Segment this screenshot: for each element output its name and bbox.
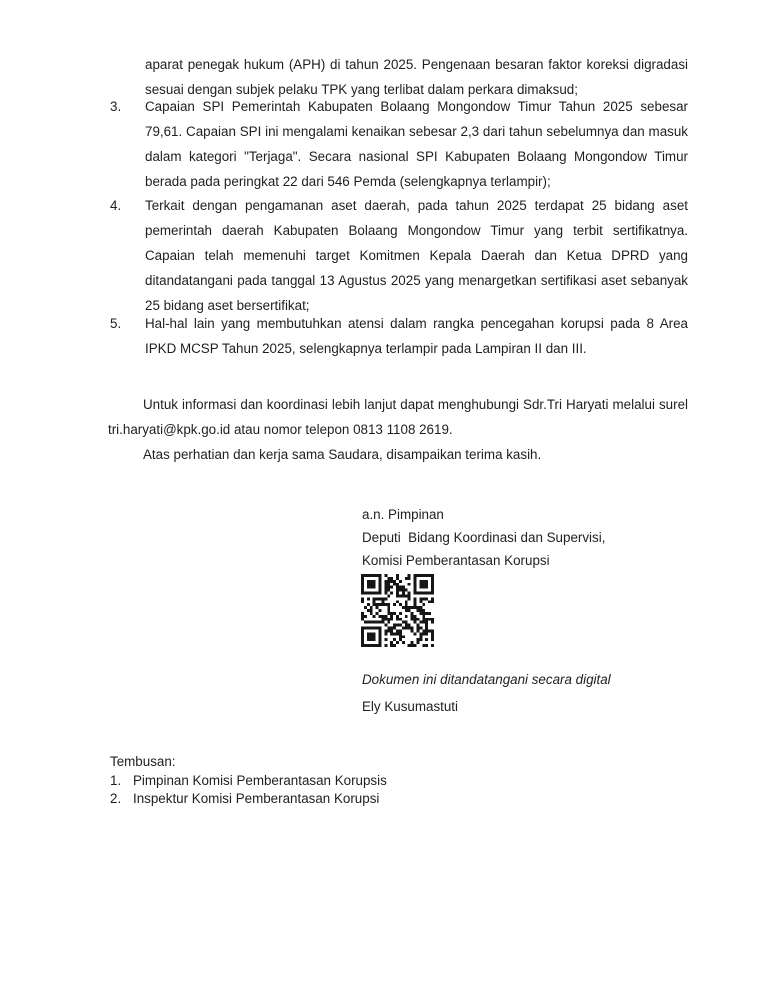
numbered-item-5 <box>110 311 688 361</box>
tembusan-title: Tembusan: <box>110 754 176 769</box>
tembusan-item-text: Inspektur Komisi Pemberantasan Korupsi <box>133 791 380 806</box>
qr-code-icon <box>361 574 434 647</box>
tembusan-item-number: 1. <box>110 772 122 788</box>
tembusan-item <box>110 790 530 809</box>
item-text: Capaian SPI Pemerintah Kabupaten Bolaang Mongondow Timur Tahun 2025 sebesar 79,61. Capaian SPI ini mengalami kenaikan sebesar 2,3 dari tahun sebelumnya dan masuk dalam kategori "Terjaga". Secara nasional SPI Kabupaten Bolaang Mongondow Timur berada pada peringkat 22 dari 546 Pemda (selengkapnya terlampir); <box>145 99 688 189</box>
tembusan-item-number: 2. <box>110 791 122 806</box>
numbered-item-3 <box>110 94 688 194</box>
numbered-item-4 <box>110 193 688 318</box>
signature-block <box>362 503 692 572</box>
digital-signature-note: Dokumen ini ditandatangani secara digital <box>362 672 611 688</box>
signature-institution: Komisi Pemberantasan Korupsi <box>362 553 550 568</box>
item-number: 5. <box>110 316 122 331</box>
signer-name: Ely Kusumastuti <box>362 699 459 715</box>
item-text: Terkait dengan pengamanan aset daerah, pada tahun 2025 terdapat 25 bidang aset pemerintah daerah Kabupaten Bolaang Mongondow Timur yang terbit sertifikatnya. Capaian telah memenuhi target Komitmen Kepala Daerah dan Ketua DPRD yang ditandatangani pada tanggal 13 Agustus 2025 yang menargetkan sertifikasi aset sebanyak 25 bidang aset bersertifikat; <box>145 198 688 313</box>
item-number: 3. <box>110 99 122 114</box>
signature-on-behalf: a.n. Pimpinan <box>362 507 444 522</box>
tembusan-item <box>110 772 530 791</box>
continuation-paragraph: aparat penegak hukum (APH) di tahun 2025. Pengenaan besaran faktor koreksi digradasi sesuai dengan subjek pelaku TPK yang terlibat dalam perkara dimaksud; <box>145 57 688 98</box>
contact-paragraph: Untuk informasi dan koordinasi lebih lanjut dapat menghubungi Sdr.Tri Haryati melalui surel tri.haryati@kpk.go.id atau nomor telepon 0813 1108 2619. <box>108 397 688 438</box>
tembusan-section <box>110 753 530 809</box>
item-number: 4. <box>110 198 122 213</box>
signature-qr-wrap <box>361 574 434 647</box>
item-text: Hal-hal lain yang membutuhkan atensi dalam rangka pencegahan korupsi pada 8 Area IPKD MCSP Tahun 2025, selengkapnya terlampir pada Lampiran II dan III. <box>145 316 688 356</box>
closing-paragraph: Atas perhatian dan kerja sama Saudara, disampaikan terima kasih. <box>143 447 542 463</box>
tembusan-item-text: Pimpinan Komisi Pemberantasan Korupsis <box>133 772 387 788</box>
signature-position: Deputi Bidang Koordinasi dan Supervisi, <box>362 530 606 545</box>
